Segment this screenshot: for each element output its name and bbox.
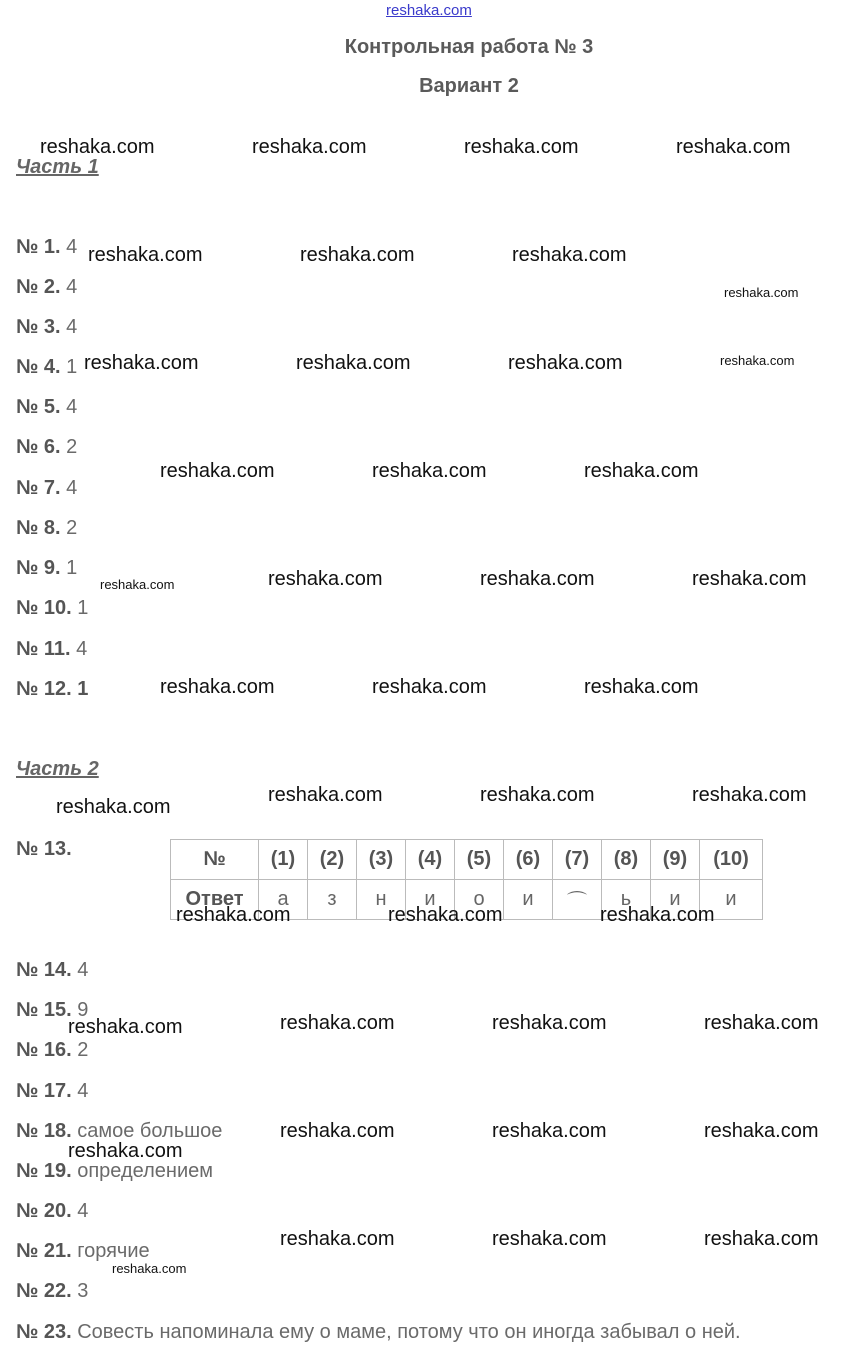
question-12: № 12. 1: [16, 678, 89, 700]
watermark: reshaka.com: [300, 244, 415, 266]
watermark: reshaka.com: [372, 460, 487, 482]
watermark: reshaka.com: [600, 904, 715, 926]
question-1: № 1. 4: [16, 236, 78, 258]
answer-cell: о: [455, 880, 504, 920]
answer-cell: н: [357, 880, 406, 920]
watermark: reshaka.com: [584, 460, 699, 482]
question-15: № 15. 9: [16, 999, 89, 1021]
watermark: reshaka.com: [112, 1261, 187, 1276]
header-label: №: [171, 840, 259, 880]
answer-cell: и: [700, 880, 763, 920]
col-header: (5): [455, 840, 504, 880]
question-14: № 14. 4: [16, 959, 89, 981]
answer-cell: а: [259, 880, 308, 920]
watermark: reshaka.com: [480, 568, 595, 590]
watermark: reshaka.com: [492, 1012, 607, 1034]
question-4: № 4. 1: [16, 356, 78, 378]
part1-heading: Часть 1: [16, 156, 99, 178]
answer-cell: и: [504, 880, 553, 920]
answer-cell: и: [406, 880, 455, 920]
question-17: № 17. 4: [16, 1080, 89, 1102]
question-21: № 21. горячие: [16, 1240, 150, 1262]
answer-cell: и: [651, 880, 700, 920]
question-18: № 18. самое большое: [16, 1120, 223, 1142]
answer-cell: з: [308, 880, 357, 920]
watermark: reshaka.com: [268, 568, 383, 590]
question-9: № 9. 1: [16, 557, 78, 579]
watermark: reshaka.com: [492, 1228, 607, 1250]
watermark: reshaka.com: [512, 244, 627, 266]
question-23: № 23. Совесть напоминала ему о маме, потому что он иногда забывал о ней.: [16, 1321, 741, 1343]
question-10: № 10. 1: [16, 597, 89, 619]
watermark: reshaka.com: [268, 784, 383, 806]
watermark: reshaka.com: [464, 136, 579, 158]
watermark: reshaka.com: [720, 353, 795, 368]
watermark: reshaka.com: [68, 1016, 183, 1038]
watermark: reshaka.com: [704, 1012, 819, 1034]
col-header: (10): [700, 840, 763, 880]
question-16: № 16. 2: [16, 1039, 89, 1061]
watermark: reshaka.com: [252, 136, 367, 158]
watermark: reshaka.com: [584, 676, 699, 698]
watermark: reshaka.com: [676, 136, 791, 158]
answer-label: Ответ: [171, 880, 259, 920]
watermark: reshaka.com: [160, 460, 275, 482]
part2-heading: Часть 2: [16, 758, 99, 780]
page-title: Контрольная работа № 3: [344, 36, 594, 58]
watermark: reshaka.com: [68, 1140, 183, 1162]
answer-cell: ⌒: [553, 880, 602, 920]
question-13: № 13.: [16, 838, 72, 860]
watermark: reshaka.com: [280, 1228, 395, 1250]
question-22: № 22. 3: [16, 1280, 89, 1302]
col-header: (7): [553, 840, 602, 880]
answer-table-header-row: [171, 840, 763, 880]
watermark: reshaka.com: [280, 1120, 395, 1142]
watermark: reshaka.com: [508, 352, 623, 374]
col-header: (3): [357, 840, 406, 880]
watermark: reshaka.com: [84, 352, 199, 374]
question-19: № 19. определением: [16, 1160, 213, 1182]
col-header: (8): [602, 840, 651, 880]
watermark: reshaka.com: [480, 784, 595, 806]
question-11: № 11. 4: [16, 638, 88, 660]
watermark: reshaka.com: [724, 285, 799, 300]
watermark: reshaka.com: [372, 676, 487, 698]
watermark: reshaka.com: [692, 784, 807, 806]
watermark: reshaka.com: [704, 1120, 819, 1142]
watermark: reshaka.com: [56, 796, 171, 818]
question-3: № 3. 4: [16, 316, 78, 338]
col-header: (6): [504, 840, 553, 880]
watermark: reshaka.com: [388, 904, 503, 926]
col-header: (2): [308, 840, 357, 880]
question-2: № 2. 4: [16, 276, 78, 298]
col-header: (9): [651, 840, 700, 880]
watermark: reshaka.com: [40, 136, 155, 158]
watermark: reshaka.com: [280, 1012, 395, 1034]
watermark: reshaka.com: [88, 244, 203, 266]
watermark: reshaka.com: [492, 1120, 607, 1142]
col-header: (1): [259, 840, 308, 880]
col-header: (4): [406, 840, 455, 880]
question-5: № 5. 4: [16, 396, 78, 418]
site-link[interactable]: reshaka.com: [386, 2, 472, 19]
watermark: reshaka.com: [704, 1228, 819, 1250]
question-20: № 20. 4: [16, 1200, 89, 1222]
watermark: reshaka.com: [100, 577, 175, 592]
question-7: № 7. 4: [16, 477, 78, 499]
answer-cell: ь: [602, 880, 651, 920]
watermark: reshaka.com: [296, 352, 411, 374]
watermark: reshaka.com: [692, 568, 807, 590]
watermark: reshaka.com: [176, 904, 291, 926]
question-6: № 6. 2: [16, 436, 78, 458]
question-8: № 8. 2: [16, 517, 78, 539]
variant-title: Вариант 2: [419, 75, 519, 97]
watermark: reshaka.com: [160, 676, 275, 698]
